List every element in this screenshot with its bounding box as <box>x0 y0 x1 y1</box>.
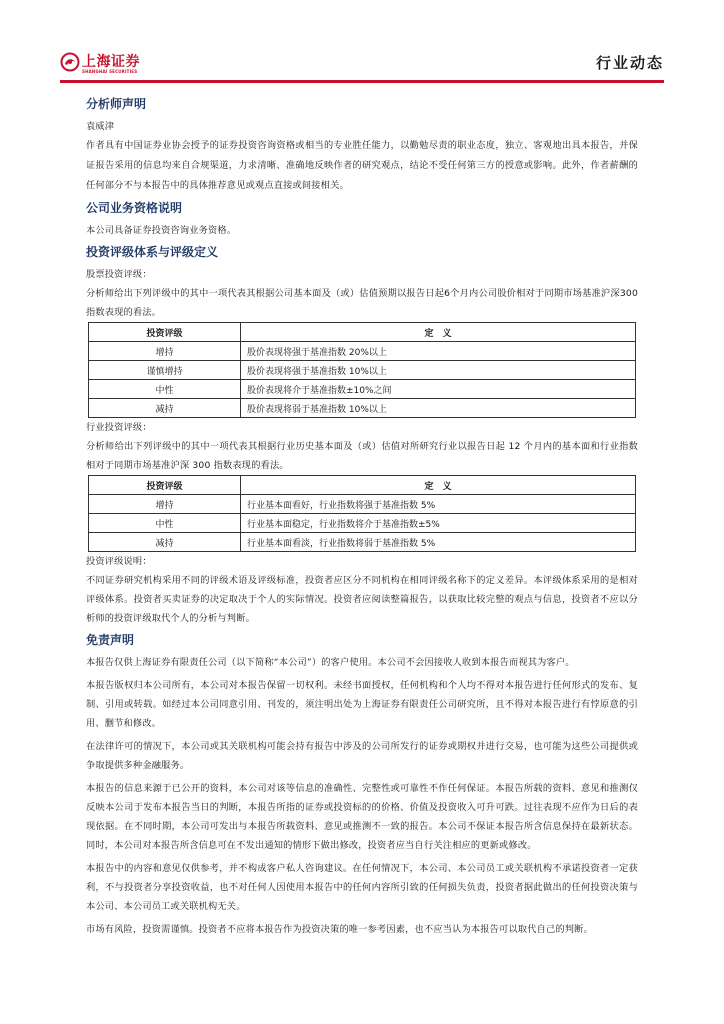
disclaimer-paragraph: 本报告的信息来源于已公开的资料，本公司对该等信息的准确性、完整性或可靠性不作任何保证。本报告所载的资料、意见和推测仅反映本公司于发布本报告当日的判断，本报告所指的证券或投资标的的价格、价值及投资收入可升可跌。过往表现不应作为日后的表现依据。在不同时期，本公司可发出与本报告所载资料、意见或推测不一致的报告。本公司不保证本报告所含信息保持在最新状态。同时，本公司对本报告所含信息可在不发出通知的情形下做出修改，投资者应当自行关注相应的更新或修改。 <box>86 783 638 851</box>
logo-english-text: SHANGHAI SECURITIES <box>82 69 138 74</box>
rating-cell: 减持 <box>89 533 241 552</box>
header-section-title: 行业动态 <box>595 54 664 72</box>
stock-rating-description: 分析师给出下列评级中的其中一项代表其根据公司基本面及（或）估值预期以报告日起6个月内公司股价相对于同期市场基准沪深300指数表现的看法。 <box>86 288 638 318</box>
table-header-cell: 投资评级 <box>89 476 241 495</box>
qualification-text: 本公司具备证券投资咨询业务资格。 <box>86 225 237 236</box>
definition-cell: 行业基本面看淡，行业指数将弱于基准指数 5% <box>241 533 636 552</box>
table-header-cell: 定 义 <box>241 476 636 495</box>
table-row <box>89 533 636 552</box>
table-row <box>89 380 636 399</box>
definition-cell: 股价表现将弱于基准指数 10%以上 <box>241 399 636 418</box>
definition-cell: 股价表现将强于基准指数 20%以上 <box>241 342 636 361</box>
rating-cell: 减持 <box>89 399 241 418</box>
header-divider <box>60 80 664 83</box>
page-header <box>60 44 664 84</box>
page-content <box>86 96 638 939</box>
table-row <box>89 399 636 418</box>
industry-rating-table <box>88 475 636 552</box>
disclaimer-paragraph: 市场有风险，投资需谨慎。投资者不应将本报告作为投资决策的唯一参考因素，也不应当认为本报告可以取代自己的判断。 <box>86 924 593 935</box>
industry-rating-label: 行业投资评级： <box>86 422 152 433</box>
rating-system-heading: 投资评级体系与评级定义 <box>86 245 219 259</box>
disclaimer-paragraph: 本报告中的内容和意见仅供参考，并不构成客户私人咨询建议。在任何情况下，本公司、本公司员工或关联机构不承诺投资者一定获利，不与投资者分享投资收益，也不对任何人因使用本报告中的任何内容所引致的任何损失负责，投资者据此做出的任何投资决策与本公司、本公司员工或关联机构无关。 <box>86 863 638 912</box>
table-header-row <box>89 323 636 342</box>
table-header-cell: 投资评级 <box>89 323 241 342</box>
definition-cell: 股价表现将强于基准指数 10%以上 <box>241 361 636 380</box>
definition-cell: 股价表现将介于基准指数±10%之间 <box>241 380 636 399</box>
rating-note-label: 投资评级说明： <box>86 556 152 567</box>
analyst-statement: 作者具有中国证券业协会授予的证券投资咨询资格或相当的专业胜任能力，以勤勉尽责的职业态度，独立、客观地出具本报告，并保证报告采用的信息均来自合规渠道，力求清晰、准确地反映作者的研究观点，结论不受任何第三方的授意或影响。此外，作者薪酬的任何部分不与本报告中的具体推荐意见或观点直接或间接相关。 <box>86 140 638 191</box>
company-logo <box>60 50 150 78</box>
rating-cell: 谨慎增持 <box>89 361 241 380</box>
table-header-cell: 定 义 <box>241 323 636 342</box>
industry-rating-description: 分析师给出下列评级中的其中一项代表其根据行业历史基本面及（或）估值对所研究行业以报告日起 12 个月内的基本面和行业指数相对于同期市场基准沪深 300 指数表现的看法。 <box>86 441 638 471</box>
table-row <box>89 342 636 361</box>
analyst-heading: 分析师声明 <box>86 97 147 111</box>
definition-cell: 行业基本面看好，行业指数将强于基准指数 5% <box>241 495 636 514</box>
rating-cell: 增持 <box>89 342 241 361</box>
disclaimer-heading: 免责声明 <box>86 633 135 647</box>
table-row <box>89 361 636 380</box>
table-row <box>89 514 636 533</box>
qualification-heading: 公司业务资格说明 <box>86 201 183 215</box>
logo-chinese-text: 上海证券 <box>82 54 140 70</box>
table-header-row <box>89 476 636 495</box>
disclaimer-paragraph: 本报告仅供上海证券有限责任公司（以下简称“本公司”）的客户使用。本公司不会因接收人收到本报告而视其为客户。 <box>86 657 575 668</box>
rating-note-text: 不同证券研究机构采用不同的评级术语及评级标准，投资者应区分不同机构在相同评级名称下的定义差异。本评级体系采用的是相对评级体系。投资者买卖证券的决定取决于个人的实际情况。投资者应阅读整篇报告，以获取比较完整的观点与信息，投资者不应以分析师的投资评级取代个人的分析与判断。 <box>86 575 638 624</box>
logo-mark-icon <box>60 52 80 72</box>
rating-cell: 中性 <box>89 380 241 399</box>
rating-cell: 增持 <box>89 495 241 514</box>
definition-cell: 行业基本面稳定，行业指数将介于基准指数±5% <box>241 514 636 533</box>
disclaimer-paragraph: 在法律许可的情况下，本公司或其关联机构可能会持有报告中涉及的公司所发行的证券或期权并进行交易，也可能为这些公司提供或争取提供多种金融服务。 <box>86 741 638 771</box>
rating-cell: 中性 <box>89 514 241 533</box>
stock-rating-label: 股票投资评级： <box>86 269 152 280</box>
table-row <box>89 495 636 514</box>
analyst-name: 袁威津 <box>86 121 115 132</box>
disclaimer-paragraph: 本报告版权归本公司所有，本公司对本报告保留一切权利。未经书面授权，任何机构和个人均不得对本报告进行任何形式的发布、复制、引用或转载。如经过本公司同意引用、刊发的，须注明出处为上海证券有限责任公司研究所，且不得对本报告进行有悖原意的引用、删节和修改。 <box>86 680 638 729</box>
stock-rating-table <box>88 322 636 418</box>
